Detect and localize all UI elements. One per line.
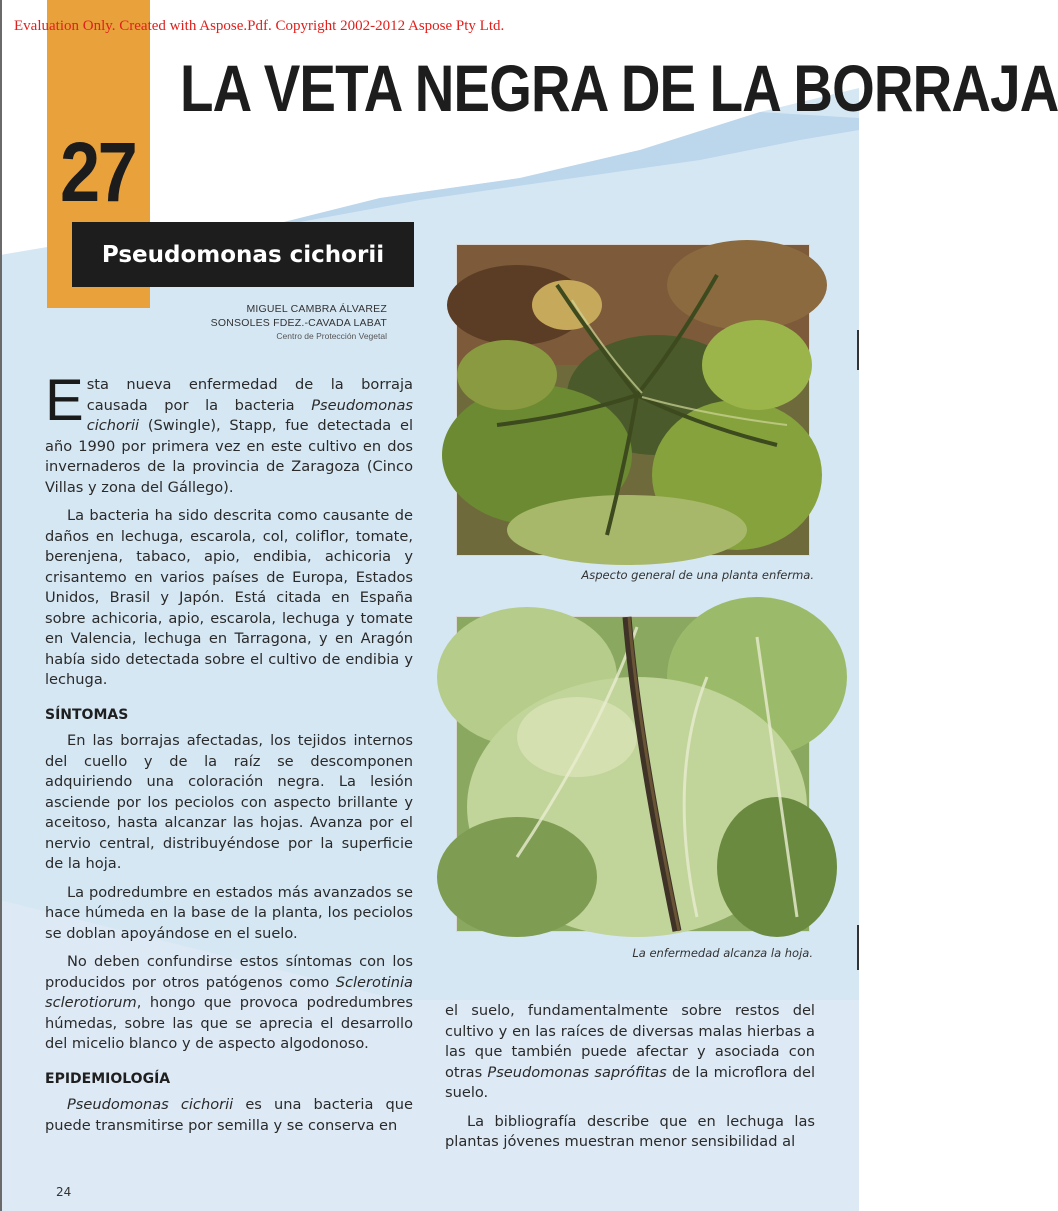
page-number: 24: [56, 1185, 72, 1199]
evaluation-watermark: Evaluation Only. Created with Aspose.Pdf. Copyright 2002-2012 Aspose Pty Ltd.: [14, 18, 505, 34]
body-paragraph: En las borrajas afectadas, los tejidos internos del cuello y de la raíz se descomponen adquiriendo una coloración negra. La lesión asciende por los peciolos con aspecto brillante y aceitoso, hasta alcanzar las hojas. Avanza por el nervio central, distribuyéndose por la superficie de la hoja.: [45, 732, 413, 872]
body-paragraph: el suelo, fundamentalmente sobre restos del cultivo y en las raíces de diversas malas hierbas a las que también puede afectar y asociada con otras Pseudomonas saprófitas de la microflora del suelo.: [445, 1002, 816, 1101]
article-subtitle: Pseudomonas cichorii: [72, 222, 414, 287]
body-paragraph: La bibliografía describe que en lechuga las plantas jóvenes muestran menor sensibilidad al: [445, 1112, 815, 1150]
chapter-number: 27: [60, 125, 136, 219]
body-paragraph: La bacteria ha sido descrita como causante de daños en lechuga, escarola, col, coliflor, tomate, berenjena, tabaco, apio, endibia, achicoria y crisantemo en varios países de Europa, Estados Unidos, Brasil y Japón. Está citada en España sobre achicoria, apio, escarola, lechuga y tomate en Valencia, lechuga en Tarragona, y en Aragón había sido detectada sobre el cultivo de endibia y lechuga.: [45, 507, 413, 688]
author-name: SONSOLES FDEZ.-CAVADA LABAT: [210, 317, 387, 329]
photo-affected-leaf: [456, 616, 810, 932]
section-heading: SÍNTOMAS: [45, 706, 129, 723]
right-edge-mark: [857, 925, 859, 970]
drop-cap: E: [45, 368, 84, 433]
section-heading: EPIDEMIOLOGÍA: [45, 1070, 171, 1087]
body-column-right: [445, 1001, 815, 1161]
body-paragraph: Esta nueva enfermedad de la borraja causada por la bacteria Pseudomonas cichorii (Swingle), Stapp, fue detectada el año 1990 por primera vez en este cultivo en dos invernaderos de la provincia de Zaragoza (Cinco Villas y zona del Gállego).: [45, 368, 414, 496]
body-paragraph: No deben confundirse estos síntomas con los producidos por otros patógenos como Sclerotinia sclerotiorum, hongo que provoca podredumbres húmedas, sobre las que se aprecia el desarrollo del micelio blanco y de aspecto algodonoso.: [45, 953, 413, 1052]
body-column-left: [45, 368, 414, 1144]
photo-diseased-plant: [456, 244, 810, 556]
body-paragraph: La podredumbre en estados más avanzados se hace húmeda en la base de la planta, los peciolos se doblan apoyándose en el suelo.: [45, 883, 413, 942]
author-institution: Centro de Protección Vegetal: [276, 331, 387, 341]
author-name: MIGUEL CAMBRA ÁLVAREZ: [246, 303, 387, 315]
right-edge-mark: [857, 330, 859, 370]
article-title: LA VETA NEGRA DE LA BORRAJA: [180, 51, 1058, 125]
left-edge-rule: [0, 0, 2, 1211]
body-paragraph: Pseudomonas cichorii es una bacteria que puede transmitirse por semilla y se conserva en: [45, 1096, 413, 1134]
photo-caption: La enfermedad alcanza la hoja.: [632, 946, 813, 960]
photo-caption: Aspecto general de una planta enferma.: [581, 568, 814, 582]
author-block: [211, 302, 387, 342]
